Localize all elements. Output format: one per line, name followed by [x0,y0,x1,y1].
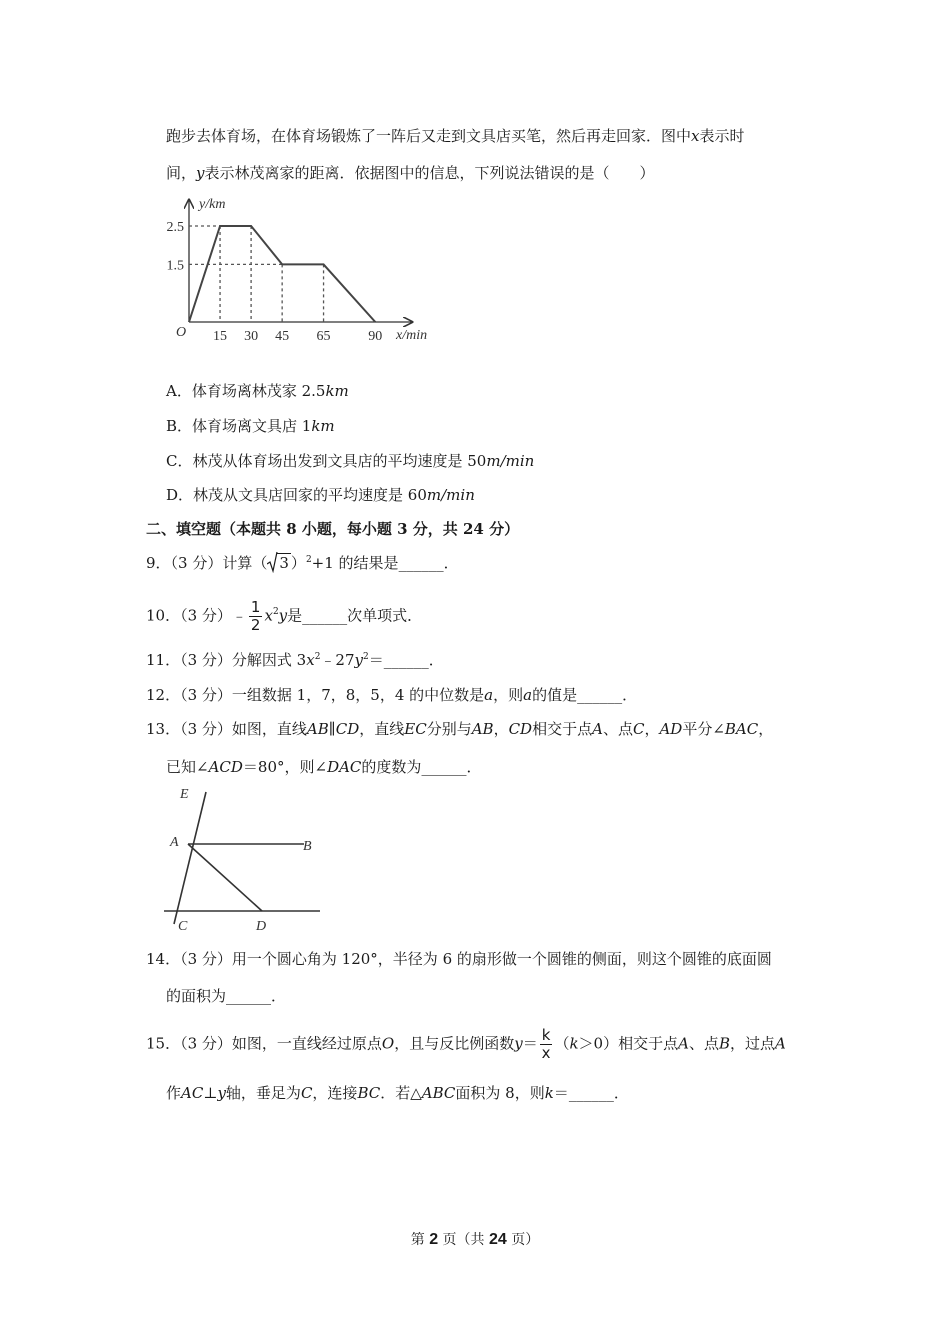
q11-exp1: 2 [314,652,321,662]
y-tick-label: 1.5 [166,258,184,274]
q13-ab2: AB [471,720,494,738]
q14-l2: 的面积为 [166,987,227,1005]
question-14-line1 [146,949,772,969]
x-axis-label: x/min [396,328,428,343]
q10-exp: 2 [272,607,279,617]
q8-line2_end: 表示林茂离家的距离．依据图中的信息，下列说法错误的是（ ） [204,164,655,182]
q11-end: ． [428,651,444,669]
segment-ad [188,844,262,911]
distance-time-chart [160,192,450,352]
q8-option-a[interactable] [166,381,349,401]
y-tick-label: 2.5 [166,220,184,235]
origin-label: O [176,325,187,340]
q10-num_frac: 1 [250,598,261,616]
q15-fn: k [541,1026,551,1044]
q15-a: 如图，一直线经过原点 [231,1034,382,1053]
answer-blank[interactable]: ______ [383,651,429,669]
question-15-line2 [166,1083,629,1103]
footer-a: 第 [410,1232,430,1248]
q14-end: ． [271,987,287,1005]
q9-rad: 3 [279,554,289,572]
q10-minus: ﹣ [231,606,247,625]
page-footer [0,1229,950,1249]
question-12 [146,685,637,705]
q9-b: ） [290,554,306,572]
question-13-line1 [146,719,773,739]
q15-fd: x [541,1044,551,1062]
q15-yv2: y [217,1084,226,1102]
label-c: C [178,919,188,934]
q10-y: y [278,606,288,625]
q8-options-0-unit: km [325,382,349,400]
sqrt-symbol [267,553,291,573]
q12-a: 一组数据 1，7，8，5，4 的中位数是 [231,686,485,704]
q13-cd2: CD [508,720,533,738]
q15-l2e: ．若△ [380,1084,422,1102]
q15-b: ，且与反比例函数 [394,1034,515,1053]
x-tick-label: 65 [316,329,331,344]
q13-l1a: 如图，直线 [231,720,307,738]
q15-l2b: ⊥ [203,1084,218,1102]
q10-num: 10． [146,606,181,625]
q13-score: （3 分） [180,720,232,738]
q11-score: （3 分） [180,651,232,669]
parallel-lines-figure [160,784,330,936]
q15-l2d: ，连接 [312,1084,358,1102]
q9-end: ． [443,554,459,572]
q11-x: x [306,651,315,669]
q10-den_frac: 2 [250,616,261,634]
q10-x: x [264,606,273,625]
q15-score: （3 分） [180,1034,232,1053]
line-ec [174,792,206,924]
q11-a: 分解因式 3 [231,651,307,669]
q13-comma2: ， [644,720,660,738]
q13-l1c: 分别与 [426,720,472,738]
question-14-line2 [166,986,286,1006]
q8-options-3-pre: D．林茂从文具店回家的平均速度是 60 [166,486,427,504]
section-title: 二、填空题（本题共 8 小题，每小题 3 分，共 24 分） [146,520,520,538]
q9-score: （3 分） [170,554,223,572]
x-tick-label: 15 [213,329,228,344]
q14-score: （3 分） [180,950,232,968]
q15-ac: AC [181,1084,204,1102]
q10-score: （3 分） [180,606,232,625]
q11-exp2: 2 [363,652,369,662]
q13-l2a: 已知∠ [166,758,209,776]
q13-comma: ， [493,720,509,738]
question-15-line1 [146,1026,786,1062]
q15-l2c: 轴，垂足为 [225,1084,301,1102]
q12-score: （3 分） [180,686,232,704]
q8-option-b[interactable] [166,416,335,436]
answer-blank[interactable]: ______ [421,758,467,776]
q11-num: 11． [146,651,181,669]
q15-pa2: A [775,1034,786,1053]
q15-pb: B [718,1034,730,1053]
q8-line1 [166,126,745,146]
q13-l1e: 、点 [602,720,633,738]
q10-end: 次单项式． [347,606,423,625]
q15-c1: （ [554,1034,570,1053]
q8-line2_start: 间， [166,164,197,182]
q14-num: 14． [146,950,181,968]
answer-blank[interactable]: ______ [398,554,444,572]
q15-num: 15． [146,1034,181,1053]
question-13-line2 [166,757,481,777]
q13-num: 13． [146,720,181,738]
q13-l1b: ，直线 [359,720,405,738]
q14-l1: 用一个圆心角为 120°，半径为 6 的扇形做一个圆锥的侧面，则这个圆锥的底面圆 [231,950,772,968]
q9-num: 9． [146,554,171,572]
footer-b: 页（共 [438,1232,489,1248]
q15-l2f: 面积为 8，则 [455,1084,545,1102]
q15-c4: ，过点 [729,1034,775,1053]
q13-l1g: ， [758,720,774,738]
page-number: 2 [429,1231,439,1248]
q11-b: ﹣27 [320,651,355,669]
q13-cd: CD [335,720,360,738]
q15-pa: A [678,1034,689,1053]
q13-l2b: ＝80°，则∠ [242,758,328,776]
q15-c2: ＞0）相交于点 [578,1034,679,1053]
q8-option-c[interactable] [166,451,534,471]
q15-bc: BC [357,1084,381,1102]
q8-options-0-pre: A．体育场离林茂家 2.5 [166,382,326,400]
q8-options-2-unit: m/min [486,452,535,470]
label-e: E [180,787,189,802]
answer-blank[interactable]: ______ [568,1084,614,1102]
q15-c3: 、点 [688,1034,719,1053]
q13-bac: BAC [724,720,759,738]
q10-text: 是 [287,606,303,625]
q11-y: y [354,651,363,669]
q15-o: O [381,1034,395,1053]
q15-eq: ＝ [522,1034,538,1053]
q8-options-1-pre: B．体育场离文具店 1 [166,417,312,435]
q15-pc: C [300,1084,313,1102]
q13-ab: AB [306,720,329,738]
q9-c: +1 的结果是 [311,554,399,572]
q13-pa: A [592,720,603,738]
q12-var2: a [523,686,533,704]
q13-acd: ACD [208,758,243,776]
x-tick-label: 45 [275,329,290,344]
x-tick-label: 90 [368,329,383,344]
q11-c: ＝ [368,651,384,669]
q8-line1: 跑步去体育场，在体育场锻炼了一阵后又走到文具店买笔，然后再走回家．图中 [166,127,692,145]
x-tick-label: 30 [244,329,259,344]
q12-num: 12． [146,686,181,704]
q15-k2: k [544,1084,554,1102]
q13-ec: EC [404,720,427,738]
q13-dac: DAC [327,758,362,776]
q15-yv: y [514,1034,523,1053]
q8-line2 [166,163,655,183]
answer-blank[interactable]: ______ [226,987,272,1005]
q15-end: ． [613,1084,629,1102]
question-9 [146,553,459,573]
q15-l2g: ＝ [553,1084,569,1102]
question-11 [146,650,444,670]
y-axis-label: y/km [199,197,226,212]
q9-exp: 2 [305,555,312,565]
q13-ad: AD [659,720,683,738]
q15-abc: ABC [421,1084,456,1102]
q13-pc: C [632,720,645,738]
q8-options-1-unit: km [311,417,335,435]
q8-line1_end: 表示时 [699,127,745,145]
q12-b: ，则 [493,686,524,704]
q9-a: 计算（ [222,554,268,572]
q13-l2c: 的度数为 [361,758,422,776]
q15-l2a: 作 [166,1084,182,1102]
answer-blank[interactable]: ______ [577,686,623,704]
total-pages: 24 [489,1231,507,1248]
q12-end: ． [622,686,638,704]
footer-c: 页） [506,1232,540,1248]
q8-options-2-pre: C．林茂从体育场出发到文具店的平均速度是 50 [166,452,487,470]
q8-option-d[interactable] [166,485,475,505]
q13-par: ∥ [328,720,336,738]
q13-l1d: 相交于点 [532,720,593,738]
q8-options-3-unit: m/min [426,486,475,504]
question-10 [146,598,423,634]
answer-blank[interactable]: ______ [302,606,348,625]
fraction-half [249,600,263,633]
q12-c: 的值是 [532,686,578,704]
label-a: A [170,835,179,850]
label-b: B [303,839,312,854]
q8-y_var: y [196,164,205,182]
q8-x_var: x [691,127,700,145]
q12-var1: a [484,686,494,704]
label-d: D [256,919,267,934]
q13-end: ． [466,758,482,776]
q15-k: k [569,1034,579,1053]
fraction-k-over-x [540,1028,553,1061]
q13-l1f: 平分∠ [682,720,725,738]
